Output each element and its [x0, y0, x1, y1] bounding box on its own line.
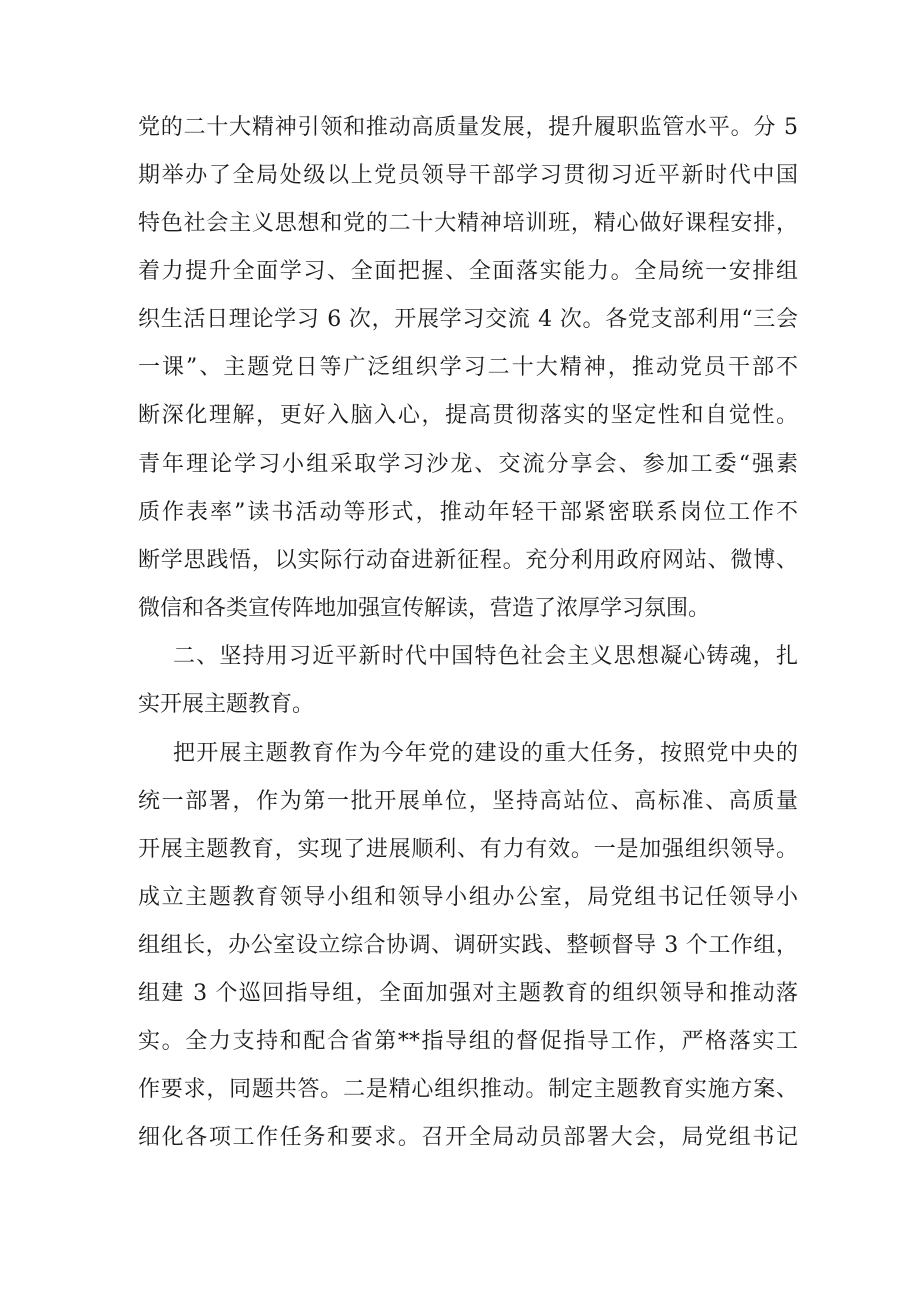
heading-line: 二、坚持用习近平新时代中国特色社会主义思想凝心铸魂，扎 — [173, 644, 798, 669]
text-line: 特色社会主义思想和党的二十大精神培训班，精心做好课程安排， — [138, 211, 798, 236]
text-line: 细化各项工作任务和要求。召开全局动员部署大会，局党组书记 — [138, 1125, 798, 1150]
text-line: 统一部署，作为第一批开展单位，坚持高站位、高标准、高质量 — [138, 789, 798, 814]
text-line: 质作表率”读书活动等形式，推动年轻干部紧密联系岗位工作不 — [138, 500, 798, 525]
text-line: 断深化理解，更好入脑入心，提高贯彻落实的坚定性和自觉性。 — [138, 403, 798, 428]
text-line: 微信和各类宣传阵地加强宣传解读，营造了浓厚学习氛围。 — [138, 596, 711, 621]
text-line: 期举办了全局处级以上党员领导干部学习贯彻习近平新时代中国 — [138, 163, 798, 188]
text-line: 断学思践悟，以实际行动奋进新征程。充分利用政府网站、微博、 — [138, 548, 798, 573]
text-line: 一课”、主题党日等广泛组织学习二十大精神，推动党员干部不 — [138, 355, 798, 380]
text-line: 组组长，办公室设立综合协调、调研实践、整顿督导 3 个工作组， — [138, 933, 798, 958]
text-line: 组建 3 个巡回指导组，全面加强对主题教育的组织领导和推动落 — [138, 981, 798, 1006]
text-line: 成立主题教育领导小组和领导小组办公室，局党组书记任领导小 — [138, 885, 798, 910]
heading-line: 实开展主题教育。 — [138, 692, 315, 717]
text-line: 实。全力支持和配合省第**指导组的督促指导工作，严格落实工 — [138, 1029, 798, 1054]
text-line: 青年理论学习小组采取学习沙龙、交流分享会、参加工委“强素 — [138, 452, 798, 477]
text-line: 着力提升全面学习、全面把握、全面落实能力。全局统一安排组 — [138, 259, 798, 284]
text-line: 作要求，同题共答。二是精心组织推动。制定主题教育实施方案、 — [138, 1077, 798, 1102]
text-line: 开展主题教育，实现了进展顺利、有力有效。一是加强组织领导。 — [138, 837, 798, 862]
text-line: 党的二十大精神引领和推动高质量发展，提升履职监管水平。分 5 — [138, 115, 798, 140]
text-line: 把开展主题教育作为今年党的建设的重大任务，按照党中央的 — [173, 741, 798, 766]
text-line: 织生活日理论学习 6 次，开展学习交流 4 次。各党支部利用“三会 — [138, 307, 798, 332]
